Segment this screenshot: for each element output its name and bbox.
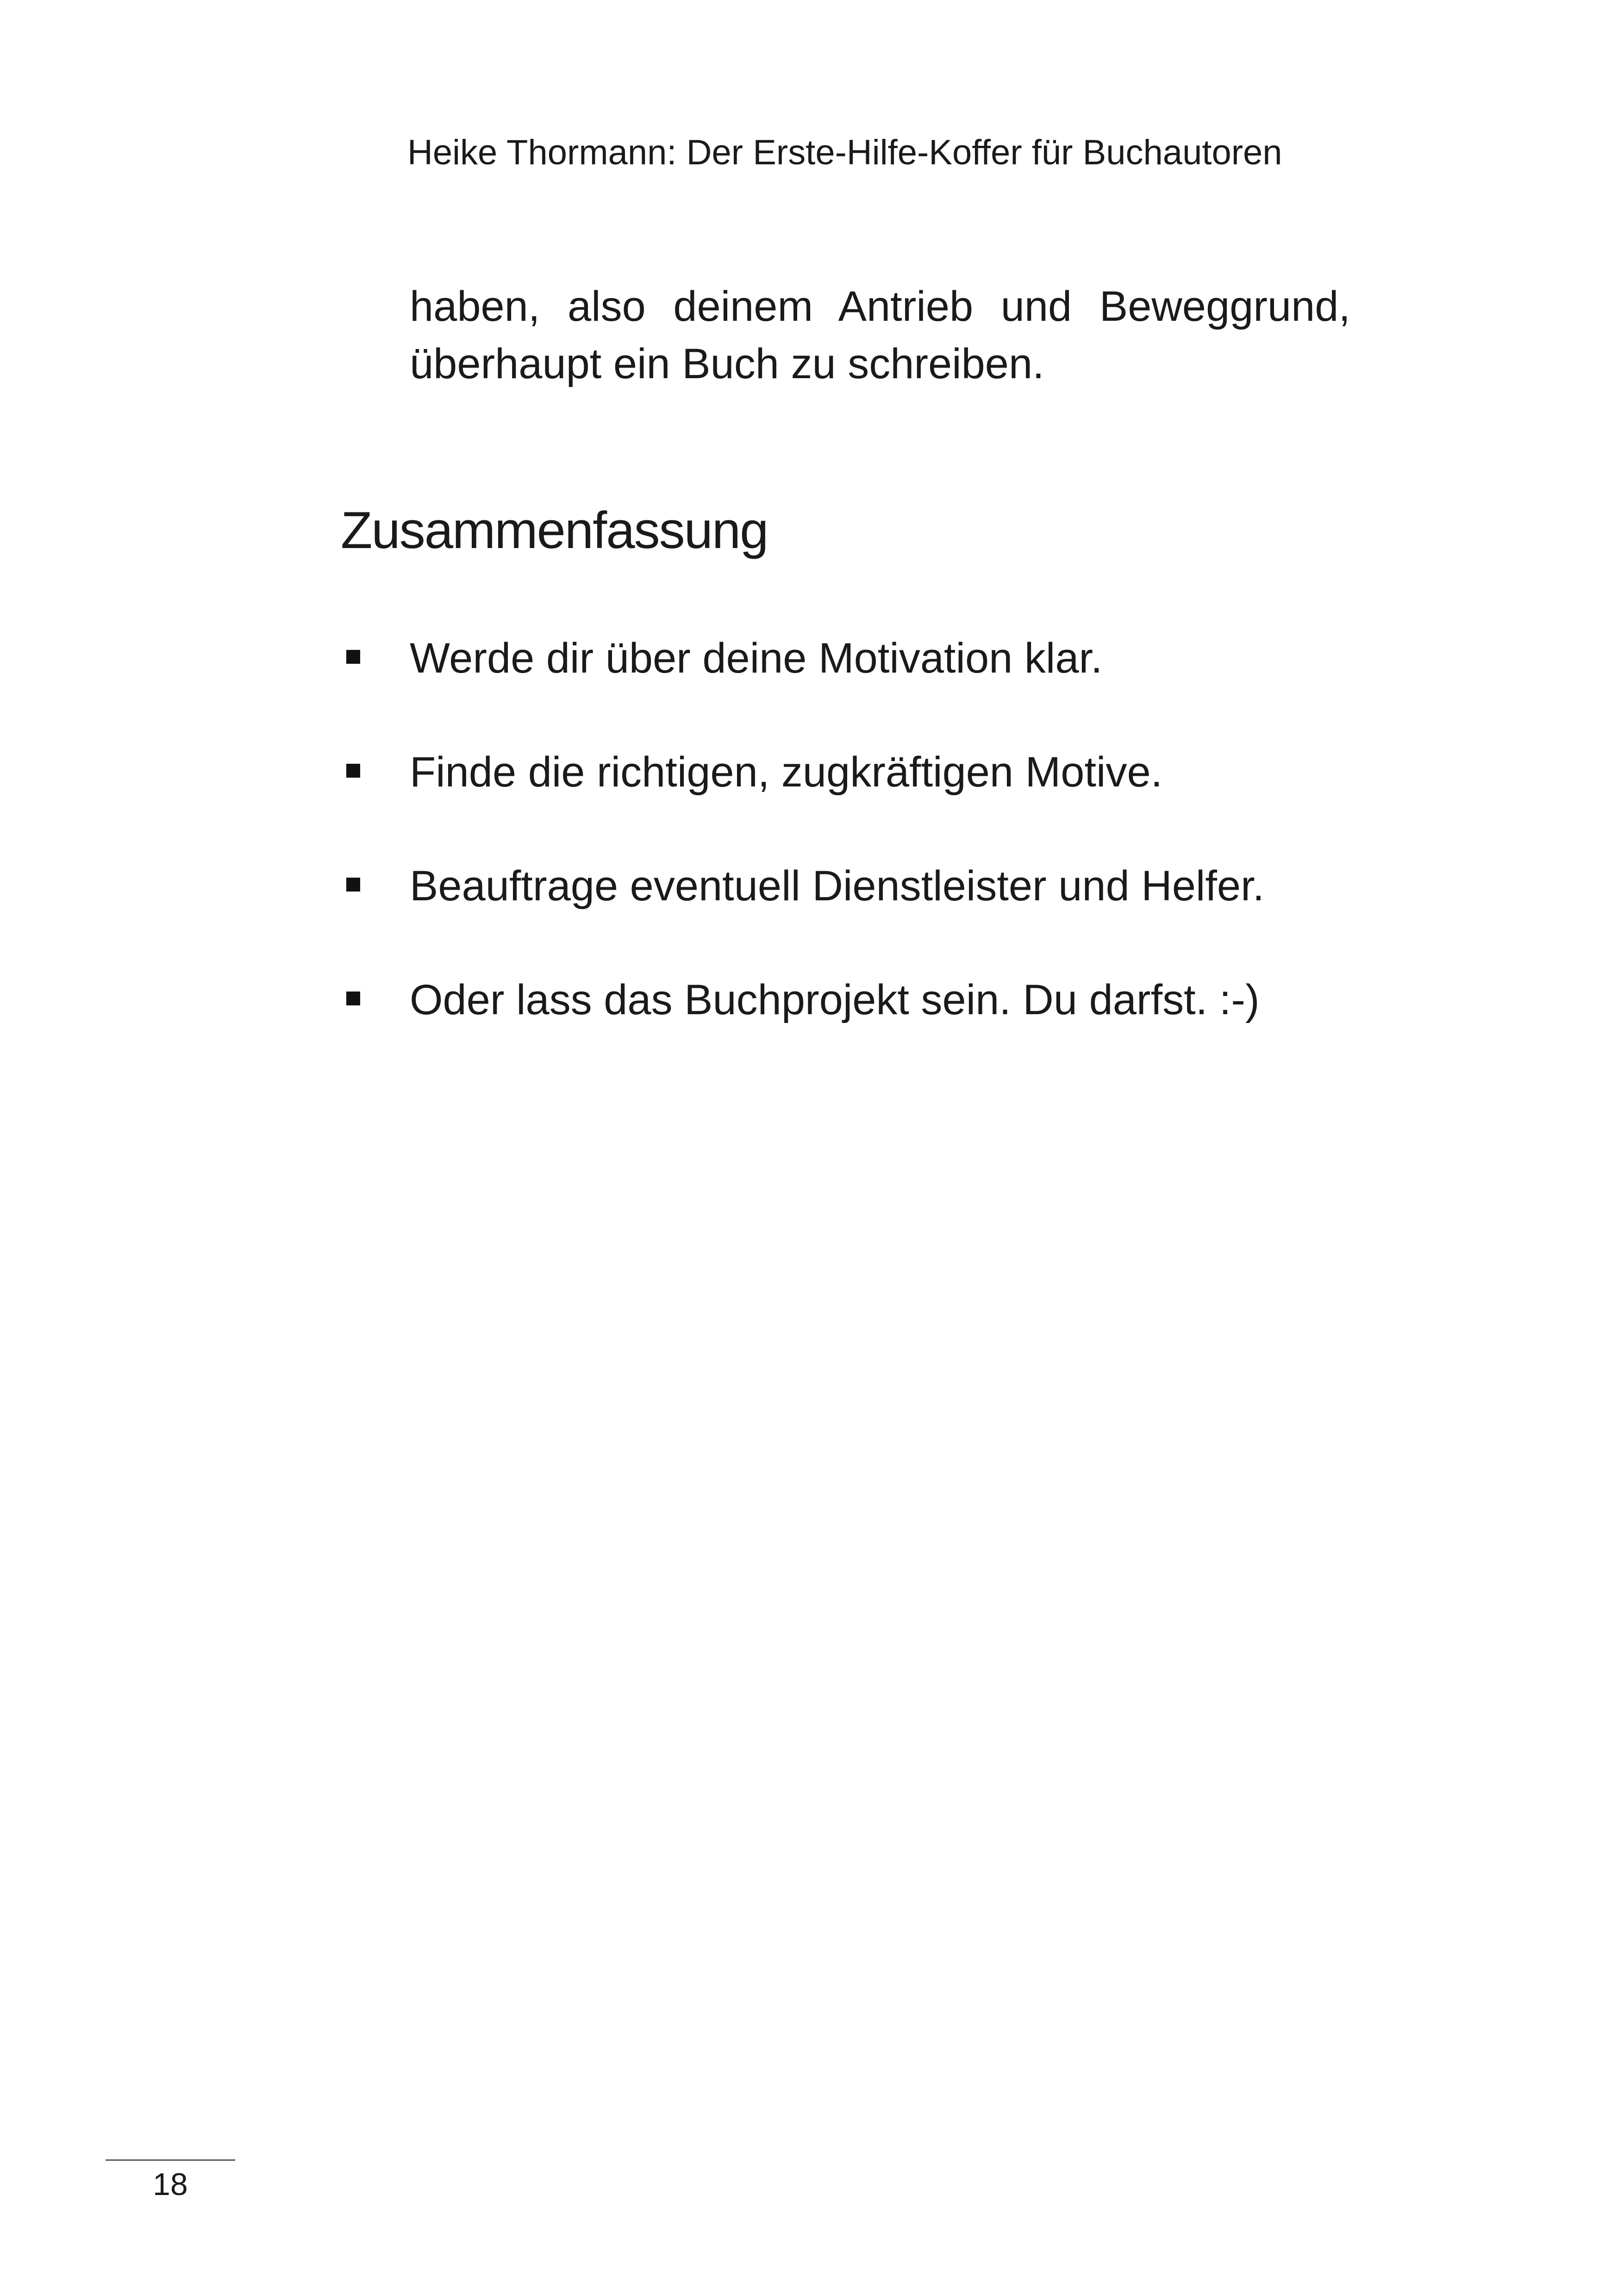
square-bullet-icon: [346, 650, 360, 664]
body-paragraph: haben, also deinem Antrieb und Beweggrund, überhaupt ein Buch zu schreiben.: [410, 283, 1350, 387]
footer-divider: [106, 2159, 235, 2161]
square-bullet-icon: [346, 764, 360, 778]
list-item-text: Beauftrage eventuell Dienstleister und Helfer.: [410, 862, 1265, 910]
section-heading: Zusammenfassung: [341, 501, 768, 559]
list-item-text: Werde dir über deine Motivation klar.: [410, 635, 1103, 682]
running-header: Heike Thormann: Der Erste-Hilfe-Koffer für Buchautoren: [407, 133, 1282, 172]
square-bullet-icon: [346, 992, 360, 1005]
list-item-text: Oder lass das Buchprojekt sein. Du darfst. :-): [410, 976, 1260, 1023]
square-bullet-icon: [346, 878, 360, 892]
page-number: 18: [153, 2167, 188, 2202]
list-item-text: Finde die richtigen, zugkräftigen Motive.: [410, 748, 1163, 796]
